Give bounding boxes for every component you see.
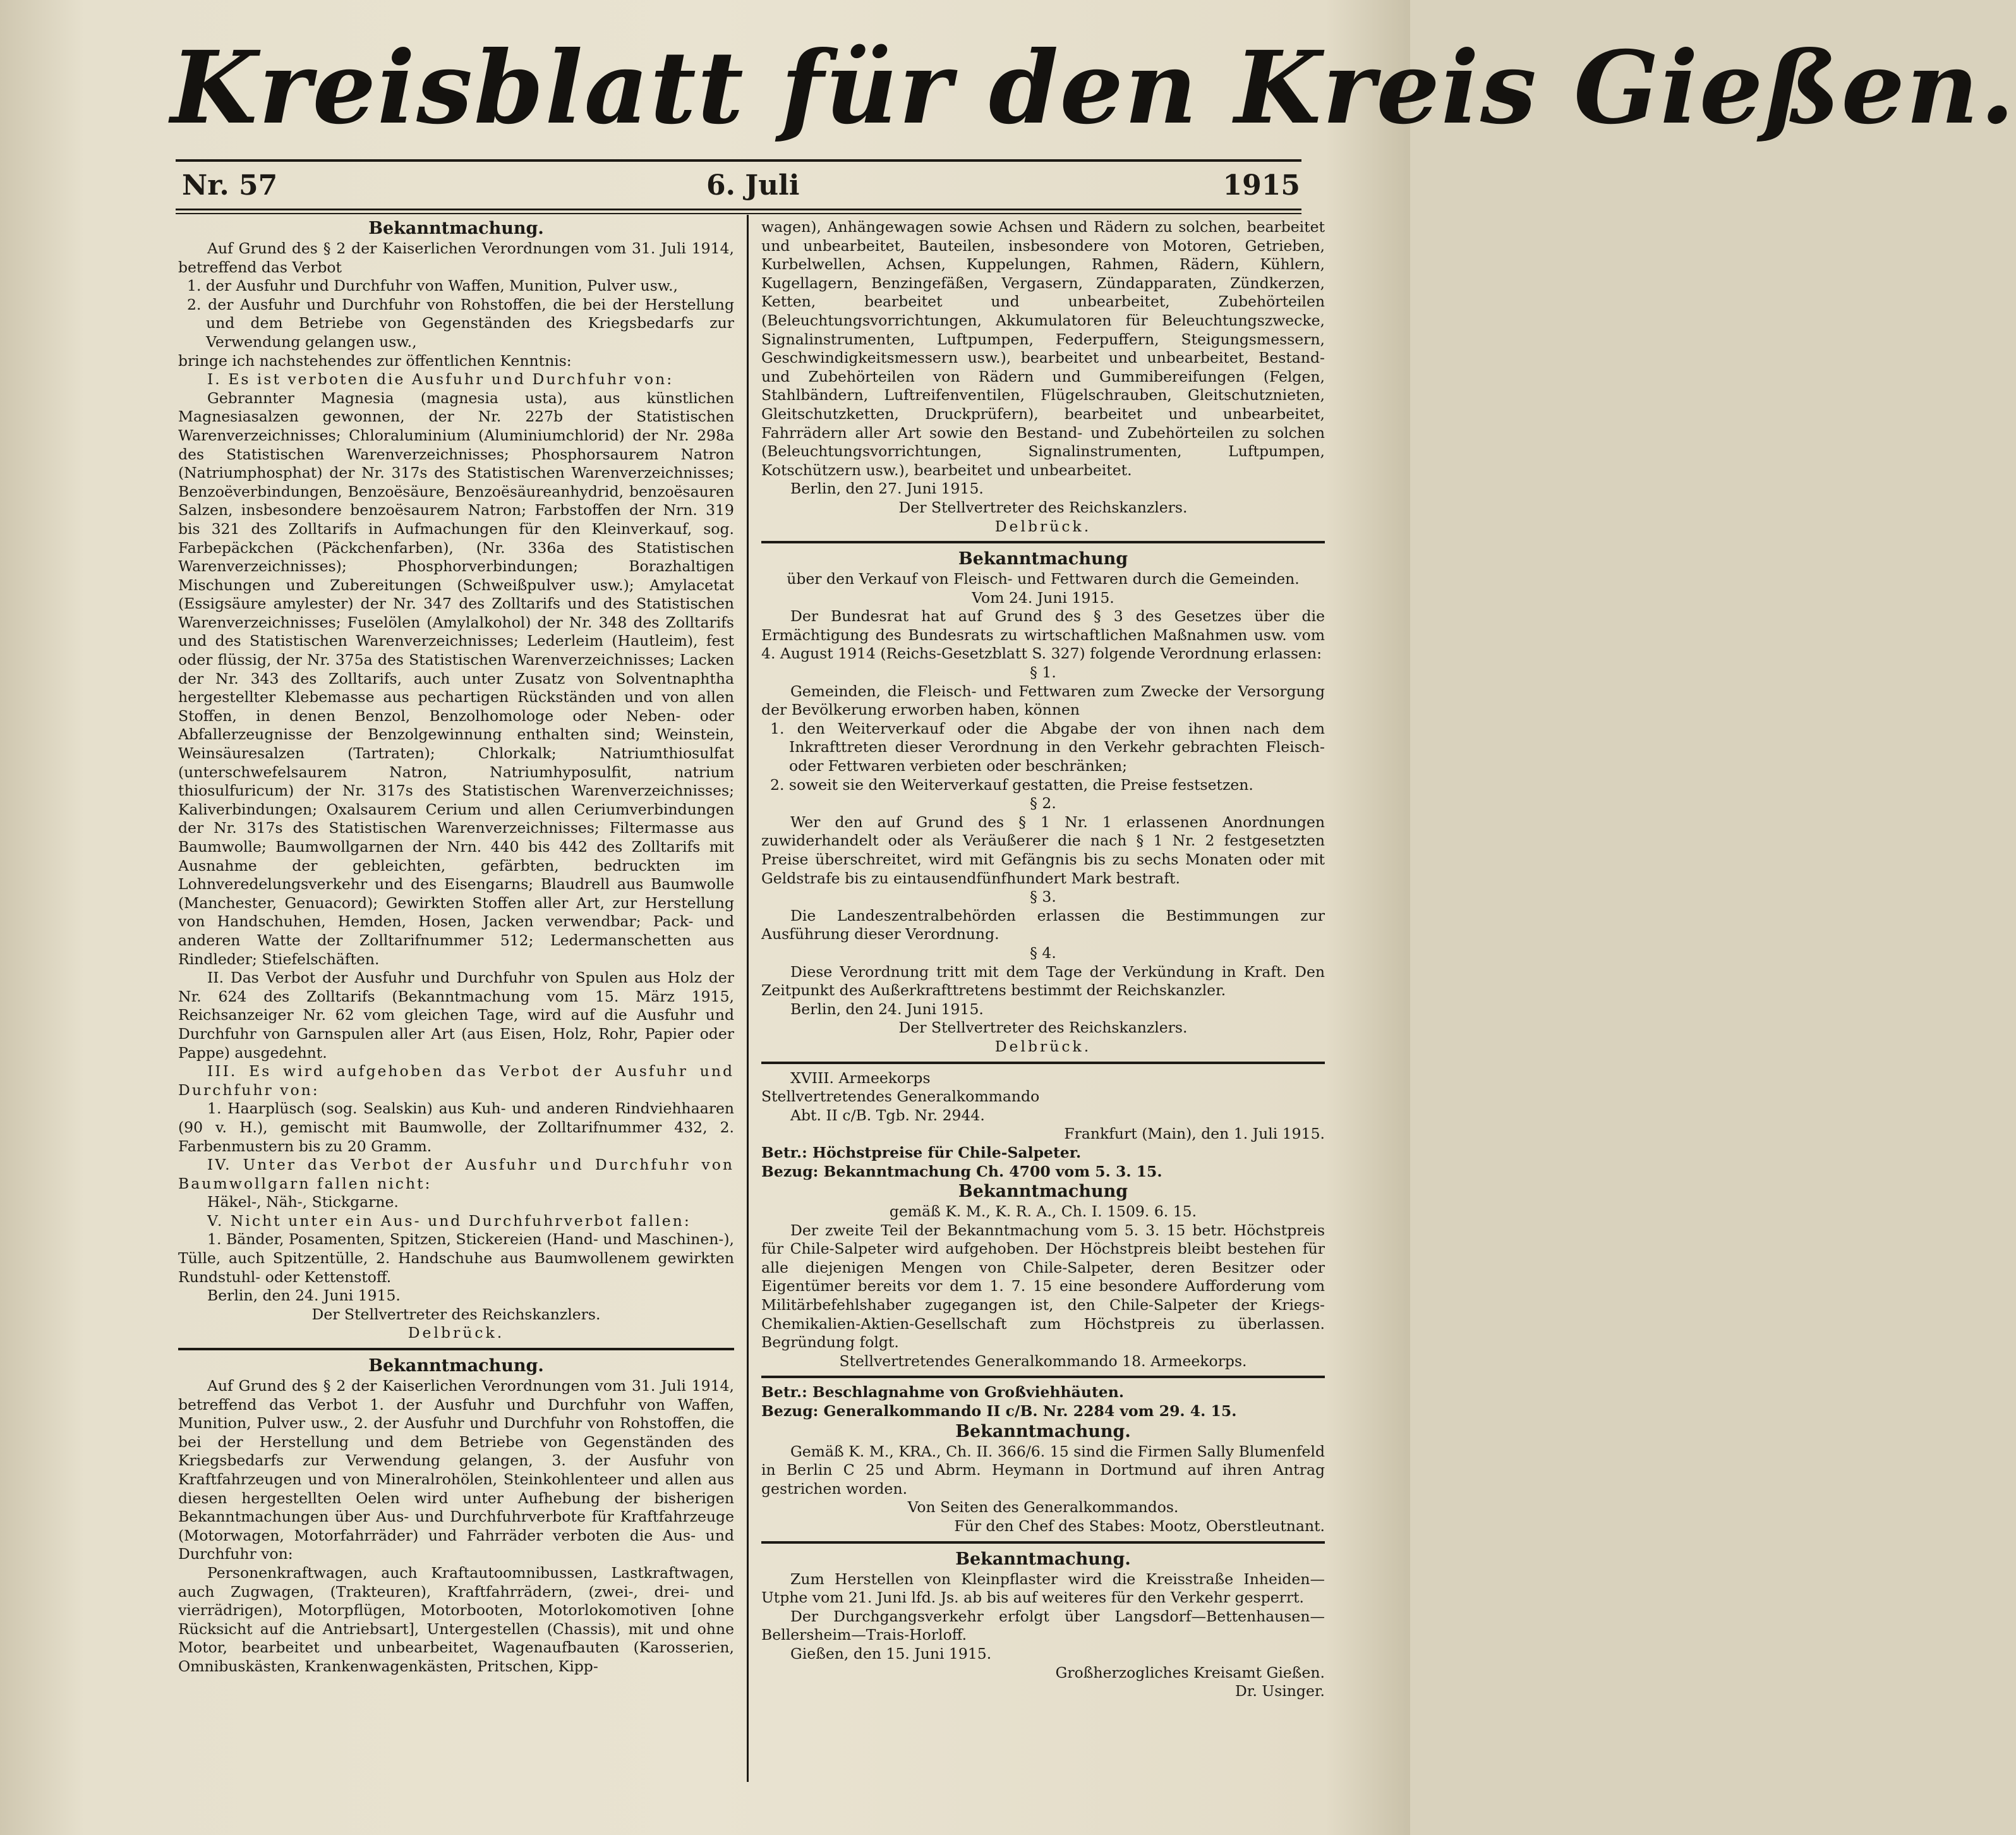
notice-paragraph: 1. Bänder, Posamenten, Spitzen, Stickereien (Hand- und Maschinen-), Tülle, auch Spitzentülle, 2. Handschuhe aus Baumwollenem gewirkten Rundstuhl- oder Kettenstoff. [178, 1230, 734, 1286]
notice-paragraph: Der Bundesrat hat auf Grund des § 3 des Gesetzes über die Ermächtigung des Bundesrats zu wirtschaftlichen Maßnahmen usw. vom 4. August 1914 (Reichs-Gesetzblatt S. 327) folgende Verordnung erlassen: [761, 607, 1325, 663]
notice-paragraph: Personenkraftwagen, auch Kraftautoomnibussen, Lastkraftwagen, auch Zugwagen, (Trakteuren), Kraftfahrrädern, (zwei-, drei- und vierrädrigen), Motorpflügen, Motorbooten, Motorlokomotiven [ohne Rücksicht auf die Antriebsart], Untergestellen (Chassis), mit und ohne Motor, bearbeitet und unbearbeitet, Wagenaufbauten (Karosserien, Omnibuskästen, Krankenwagenkästen, Pritschen, Kipp- [178, 1563, 734, 1675]
notice-paragraph: über den Verkauf von Fleisch- und Fettwaren durch die Gemeinden. [787, 570, 1300, 588]
notice-paragraph: Betr.: Beschlagnahme von Großviehhäuten. [761, 1383, 1125, 1402]
notice-paragraph: Bezug: Generalkommando II c/B. Nr. 2284 vom 29. 4. 15. [761, 1402, 1237, 1420]
section-rule [761, 1062, 1325, 1064]
notice-paragraph: 1. der Ausfuhr und Durchfuhr von Waffen, Munition, Pulver usw., [187, 277, 679, 295]
notice-paragraph: Berlin, den 24. Juni 1915. [790, 1000, 984, 1018]
notice-paragraph: 2. soweit sie den Weiterverkauf gestatten, die Preise festsetzen. [770, 775, 1253, 794]
notice-paragraph: Der zweite Teil der Bekanntmachung vom 5. 3. 15 betr. Höchstpreis für Chile-Salpeter wird aufgehoben. Der Höchstpreis bleibt bestehen für alle diejenigen Mengen von Chile-Salpeter, deren Besitzer oder Eigentümer bereits vor dem 1. 7. 15 eine besondere Aufforderung vom Militärbefehlshaber zugegangen ist, den Chile-Salpeter der Kriegs-Chemikalien-Aktien-Gesellschaft zum Höchstpreis zu überlassen. Begründung folgt. [761, 1221, 1325, 1352]
section-rule [761, 1376, 1325, 1378]
notice-paragraph: Gebrannter Magnesia (magnesia usta), aus künstlichen Magnesiasalzen gewonnen, der Nr. 227b der Statistischen Warenverzeichnisses; Chloraluminium (Aluminiumchlorid) der Nr. 298a des Statistischen Warenverzeichnisses; Phosphorsaurem Natron (Natriumphosphat) der Nr. 317s des Statistischen Warenverzeichnisses; Benzoëverbindungen, Benzoësäure, Benzoësäureanhydrid, benzoësauren Salzen, insbesondere benzoësaurem Natron; Farbstoffen der Nrn. 319 bis 321 des Zolltarifs in Aufmachungen für den Kleinverkauf, sog. Farbepäckchen (Päckchenfarben), (Nr. 336a des Statistischen Warenverzeichnisses); Phosphorverbindungen; Borazhaltigen Mischungen und Zubereitungen (Schweißpulver usw.); Amylacetat (Essigsäure amylester) der Nr. 347 des Zolltarifs und des Statistischen Warenverzeichnisses; Fuselölen (Amylalkohol) der Nr. 348 des Zolltarifs und des Statistischen Warenverzeichnisses; Lederleim (Hautleim), fest oder flüssig, der Nr. 375a des Statistischen Warenverzeichnisses; Lacken der Nr. 343 des Zolltarifs, auch unter Zusatz von Solventnaphtha hergestellter Klebemasse aus pechartigen Rückständen und von allen Stoffen, in denen Benzol, Benzolhomologe oder Neben- oder Abfallerzeugnisse der Benzolgewinnung enthalten sind; Weinstein, Weinsäuresalzen (Tartraten); Chlorkalk; Natriumthiosulfat (unterschwefelsaurem Natron, Natriumhyposulfit, natrium thiosulfuricum) der Nr. 317s des Statistischen Warenverzeichnisses; Kaliverbindungen; Oxalsaurem Cerium und allen Ceriumverbindungen der Nr. 317s des Statistischen Warenverzeichnisses; Filtermasse aus Baumwolle; Baumwollgarnen der Nrn. 440 bis 442 des Zolltarifs mit Ausnahme der gebleichten, gefärbten, bedruckten im Lohnveredelungsverkehr und des Eisengarns; Blaudrell aus Baumwolle (Manchester, Genuacord); Gewirkten Stoffen aller Art, zur Herstellung von Handschuhen, Hemden, Hosen, Jacken verwendbar; Pack- und anderen Watte der Zolltarifnummer 512; Ledermanschetten aus Rindleder; Stiefelschäften. [178, 389, 734, 968]
notice-paragraph: Berlin, den 27. Juni 1915. [790, 480, 984, 498]
issue-line [176, 166, 1300, 206]
notice-paragraph: I. Es ist verboten die Ausfuhr und Durchfuhr von: [207, 370, 674, 389]
notice-paragraph: Stellvertretendes Generalkommando [761, 1087, 1040, 1106]
section-rule [761, 1541, 1325, 1544]
notice-paragraph: § 2. [1030, 794, 1056, 813]
notice-paragraph: Zum Herstellen von Kleinpflaster wird die Kreisstraße Inheiden—Utphe vom 21. Juni lfd. Js. ab bis auf weiteres für den Verkehr gesperrt. [761, 1570, 1325, 1607]
notice-section [761, 1383, 1325, 1535]
notice-paragraph: § 1. [1030, 663, 1056, 682]
notice-heading: Bekanntmachung. [368, 1356, 544, 1376]
notice-paragraph: Wer den auf Grund des § 1 Nr. 1 erlassenen Anordnungen zuwiderhandelt oder als Veräußerer die nach § 1 Nr. 2 festgesetzten Preise überschreitet, wird mit Gefängnis bis zu sechs Monaten oder mit Geldstrafe bis zu eintausendfünfhundert Mark bestraft. [761, 813, 1325, 887]
issue-number: Nr. 57 [182, 169, 278, 202]
notice-paragraph: 1. den Weiterverkauf oder die Abgabe der von ihnen nach dem Inkrafttreten dieser Verordnung in den Verkehr gebrachten Fleisch- oder Fettwaren verbieten oder beschränken; [770, 719, 1325, 775]
notice-paragraph: Der Stellvertreter des Reichskanzlers. [898, 498, 1188, 516]
notice-paragraph: wagen), Anhängewagen sowie Achsen und Rädern zu solchen, bearbeitet und unbearbeitet, Bauteilen, insbesondere von Motoren, Getrieben, Kurbelwellen, Achsen, Kuppelungen, Rahmen, Rädern, Kühlern, Kugellagern, Benzingefäßen, Vergasern, Zündapparaten, Zündkerzen, Ketten, bearbeitet und unbearbeitet, Zubehörteilen (Beleuchtungsvorrichtungen, Akkumulatoren für Beleuchtungszwecke, Signalinstrumenten, Luftpumpen, Federpuffern, Steigungsmessern, Geschwindigkeitsmessern usw.), bearbeitet und unbearbeitet, Bestand- und Zubehörteilen von Rädern und Gummibereifungen (Felgen, Stahlbändern, Luftreifenventilen, Flügelschrauben, Gleitschutznieten, Gleitschutzketten, Druckprüfern), bearbeitet und unbearbeitet, Fahrrädern aller Art sowie den Bestand- und Zubehörteilen zu solchen (Beleuchtungsvorrichtungen, Signalinstrumenten, Luftpumpen, Kotschützern usw.), bearbeitet und unbearbeitet. [761, 218, 1325, 479]
notice-paragraph: Der Stellvertreter des Reichskanzlers. [311, 1305, 601, 1323]
issue-rule-bottom [176, 213, 1301, 214]
section-rule [178, 1348, 734, 1350]
notice-paragraph: XVIII. Armeekorps [790, 1069, 931, 1087]
notice-paragraph: 1. Haarplüsch (sog. Sealskin) aus Kuh- und anderen Rindviehhaaren (90 v. H.), gemischt mit Baumwolle, der Zolltarifnummer 432, 2. Farbenmustern bis zu 20 Gramm. [178, 1099, 734, 1155]
notice-paragraph: Der Durchgangsverkehr erfolgt über Langsdorf—Bettenhausen—Bellersheim—Trais-Horloff. [761, 1607, 1325, 1644]
notice-paragraph: Großherzogliches Kreisamt Gießen. [1055, 1663, 1325, 1681]
notice-paragraph: Gemeinden, die Fleisch- und Fettwaren zum Zwecke der Versorgung der Bevölkerung erworben haben, können [761, 682, 1325, 719]
notice-paragraph: Bezug: Bekanntmachung Ch. 4700 vom 5. 3. 15. [761, 1162, 1162, 1180]
notice-section [761, 548, 1325, 1056]
section-rule [761, 541, 1325, 543]
right-column [761, 218, 1325, 1779]
notice-paragraph: Für den Chef des Stabes: Mootz, Oberstleutnant. [954, 1517, 1325, 1535]
notice-paragraph: Gießen, den 15. Juni 1915. [790, 1644, 992, 1662]
notice-paragraph: Auf Grund des § 2 der Kaiserlichen Verordnungen vom 31. Juli 1914, betreffend das Verbot [178, 239, 734, 276]
notice-paragraph: Delbrück. [994, 517, 1092, 535]
notice-paragraph: Diese Verordnung tritt mit dem Tage der Verkündung in Kraft. Den Zeitpunkt des Außerkrafttretens bestimmt der Reichskanzler. [761, 962, 1325, 1000]
notice-section [178, 1355, 734, 1676]
notice-section [761, 218, 1325, 536]
issue-date: 6. Juli [706, 169, 800, 202]
notice-paragraph: Vom 24. Juni 1915. [972, 588, 1114, 607]
notice-paragraph: Gemäß K. M., KRA., Ch. II. 366/6. 15 sind die Firmen Sally Blumenfeld in Berlin C 25 und Abrm. Heymann in Dortmund auf ihren Antrag gestrichen worden. [761, 1442, 1325, 1498]
notice-section [761, 1549, 1325, 1701]
notice-paragraph: III. Es wird aufgehoben das Verbot der Ausfuhr und Durchfuhr von: [178, 1062, 734, 1099]
notice-heading: Bekanntmachung [958, 549, 1128, 569]
notice-paragraph: Delbrück. [407, 1324, 505, 1342]
notice-heading: Bekanntmachung. [368, 219, 544, 238]
notice-paragraph: II. Das Verbot der Ausfuhr und Durchfuhr von Spulen aus Holz der Nr. 624 des Zolltarifs (Bekanntmachung vom 15. März 1915, Reichsanzeiger Nr. 62 vom gleichen Tage, wird auf die Ausfuhr und Durchfuhr von Garnspulen aller Art (aus Eisen, Holz, Rohr, Papier oder Pappe) ausgedehnt. [178, 969, 734, 1062]
notice-paragraph: Betr.: Höchstpreise für Chile-Salpeter. [761, 1143, 1082, 1161]
notice-paragraph: bringe ich nachstehendes zur öffentlichen Kenntnis: [178, 351, 572, 370]
notice-paragraph: Frankfurt (Main), den 1. Juli 1915. [1064, 1125, 1325, 1143]
notice-paragraph: 2. der Ausfuhr und Durchfuhr von Rohstoffen, die bei der Herstellung und dem Betriebe von Gegenständen des Kriegsbedarfs zur Verwendung gelangen usw., [187, 295, 734, 351]
left-column [178, 218, 734, 1782]
column-divider [747, 215, 749, 1782]
notice-heading: Bekanntmachung. [955, 1421, 1131, 1441]
notice-paragraph: § 4. [1030, 943, 1056, 962]
notice-heading: Bekanntmachung [958, 1182, 1128, 1202]
notice-paragraph: Dr. Usinger. [1234, 1682, 1325, 1700]
notice-paragraph: Auf Grund des § 2 der Kaiserlichen Verordnungen vom 31. Juli 1914, betreffend das Verbot 1. der Ausfuhr und Durchfuhr von Waffen, Munition, Pulver usw., 2. der Ausfuhr und Durchfuhr von Rohstoffen, die bei der Herstellung und dem Betriebe von Gegenständen des Kriegsbedarfs zur Verwendung gelangen, 3. der Ausfuhr von Kraftfahrzeugen und von Mineralrohölen, Steinkohlenteer und allen aus diesen hergestellten Oelen wird unter Aufhebung der bisherigen Bekanntmachungen über Aus- und Durchfuhrverbote für Kraftfahrzeuge (Motorwagen, Motorfahrräder) und Fahrräder verboten die Aus- und Durchfuhr von: [178, 1377, 734, 1563]
notice-paragraph: gemäß K. M., K. R. A., Ch. I. 1509. 6. 15. [889, 1202, 1197, 1221]
masthead-title: Kreisblatt für den Kreis Gießen. [171, 30, 2016, 147]
masthead-rule [176, 159, 1301, 162]
notice-paragraph: V. Nicht unter ein Aus- und Durchfuhrverbot fallen: [207, 1211, 691, 1230]
notice-paragraph: Delbrück. [994, 1037, 1092, 1055]
notice-paragraph: Der Stellvertreter des Reichskanzlers. [898, 1019, 1188, 1037]
notice-paragraph: IV. Unter das Verbot der Ausfuhr und Durchfuhr von Baumwollgarn fallen nicht: [178, 1156, 734, 1192]
issue-rule-top [176, 209, 1301, 210]
notice-section [761, 1069, 1325, 1371]
notice-paragraph: § 3. [1030, 888, 1056, 906]
notice-heading: Bekanntmachung. [955, 1549, 1131, 1569]
notice-paragraph: Berlin, den 24. Juni 1915. [207, 1287, 401, 1305]
notice-paragraph: Die Landeszentralbehörden erlassen die Bestimmungen zur Ausführung dieser Verordnung. [761, 906, 1325, 943]
notice-paragraph: Abt. II c/B. Tgb. Nr. 2944. [790, 1106, 985, 1124]
issue-year: 1915 [1222, 169, 1300, 202]
notice-paragraph: Von Seiten des Generalkommandos. [907, 1498, 1179, 1517]
notice-paragraph: Häkel-, Näh-, Stickgarne. [207, 1193, 399, 1211]
notice-section [178, 218, 734, 1343]
notice-paragraph: Stellvertretendes Generalkommando 18. Armeekorps. [839, 1352, 1247, 1370]
